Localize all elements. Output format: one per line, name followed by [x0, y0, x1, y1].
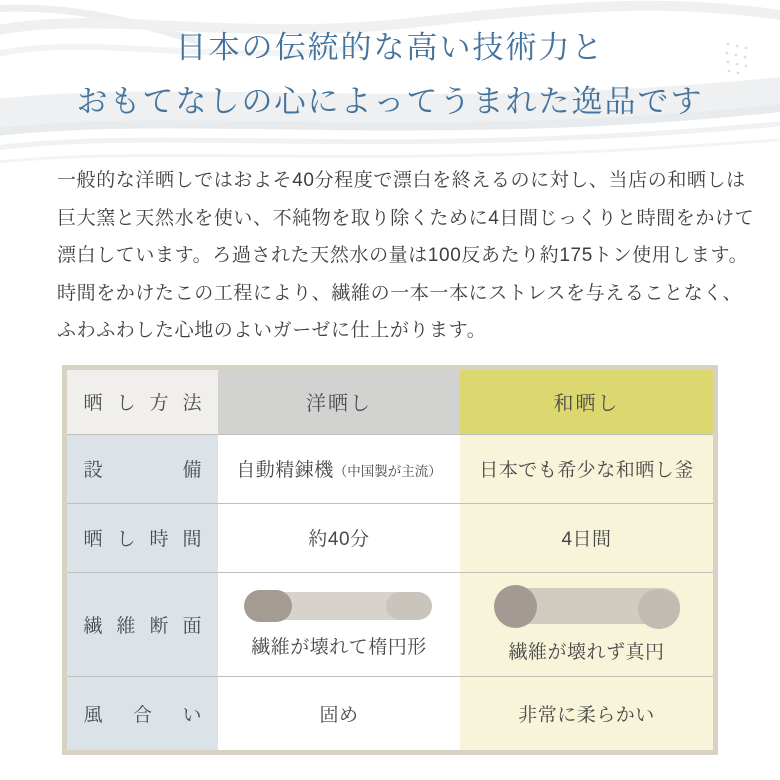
time-western-cell	[218, 504, 460, 572]
fiber-western-cell	[218, 573, 460, 676]
time-japanese-value: 4日間	[561, 529, 612, 550]
equipment-japanese-value: 日本でも希少な和晒し釜	[479, 460, 694, 481]
time-label: 晒し時間	[83, 529, 202, 550]
intro-line: 一般的な洋晒しではおよそ40分程度で漂白を終えるのに対し、当店の和晒しは	[57, 170, 746, 191]
equipment-western-cell	[218, 435, 460, 503]
intro-line: ふわふわした心地のよいガーゼに仕上がります。	[57, 320, 487, 341]
intro-line: 漂白しています。ろ過された天然水の量は100反あたり約175トン使用します。	[57, 245, 749, 266]
header-western-label: 洋晒し	[306, 393, 372, 415]
header-method-label: 晒し方法	[83, 393, 202, 414]
table-row-time	[67, 503, 713, 572]
equipment-label-cell	[67, 435, 218, 503]
table-row-texture	[67, 676, 713, 750]
fiber-label: 繊維断面	[83, 615, 202, 637]
fiber-japanese-caption: 繊維が壊れず真円	[508, 641, 665, 663]
texture-japanese-cell	[460, 677, 713, 750]
bleaching-comparison-table	[62, 365, 718, 755]
intro-line: 巨大窯と天然水を使い、不純物を取り除くために4日間じっくりと時間をかけて	[57, 207, 755, 229]
intro-line: 時間をかけたこの工程により、繊維の一本一本にストレスを与えることなく、	[57, 282, 743, 304]
table-row-fiber-cross-section	[67, 572, 713, 676]
fiber-oval-cap-shape	[244, 590, 292, 622]
page-title	[0, 0, 780, 121]
hero-banner	[0, 0, 780, 152]
fiber-end-cap-shape	[386, 592, 432, 620]
equipment-japanese-cell	[460, 435, 713, 503]
fiber-round-cross-section-graphic	[494, 585, 680, 628]
fiber-oval-cross-section-graphic	[244, 590, 434, 623]
header-cell-western	[218, 370, 460, 434]
fiber-western-caption: 繊維が壊れて楕円形	[251, 636, 427, 658]
time-western-value: 約40分	[308, 529, 370, 550]
header-japanese-label: 和晒し	[553, 393, 620, 415]
texture-label-cell	[67, 677, 218, 750]
fiber-japanese-cell	[460, 573, 713, 676]
header-cell-japanese	[460, 370, 713, 434]
equipment-western-note: （中国製が主流）	[333, 464, 442, 479]
header-cell-method	[67, 370, 218, 434]
fiber-end-cap-shape	[638, 589, 680, 629]
texture-western-value: 固め	[319, 704, 359, 726]
texture-western-cell	[218, 677, 460, 750]
fiber-label-cell	[67, 573, 218, 676]
fiber-round-cap-shape	[494, 585, 537, 628]
texture-label: 風合い	[83, 704, 202, 726]
time-label-cell	[67, 504, 218, 572]
time-japanese-cell	[460, 504, 713, 572]
table-row-equipment	[67, 434, 713, 503]
equipment-label: 設備	[83, 460, 202, 481]
texture-japanese-value: 非常に柔らかい	[518, 704, 655, 726]
equipment-western-value: 自動精錬機（中国製が主流）	[236, 460, 442, 481]
page-title-line1: 日本の伝統的な高い技術力と	[175, 30, 605, 66]
table-header-row	[67, 370, 713, 434]
page-title-line2: おもてなしの心によってうまれた逸品です	[76, 84, 704, 120]
intro-paragraph	[0, 152, 780, 350]
